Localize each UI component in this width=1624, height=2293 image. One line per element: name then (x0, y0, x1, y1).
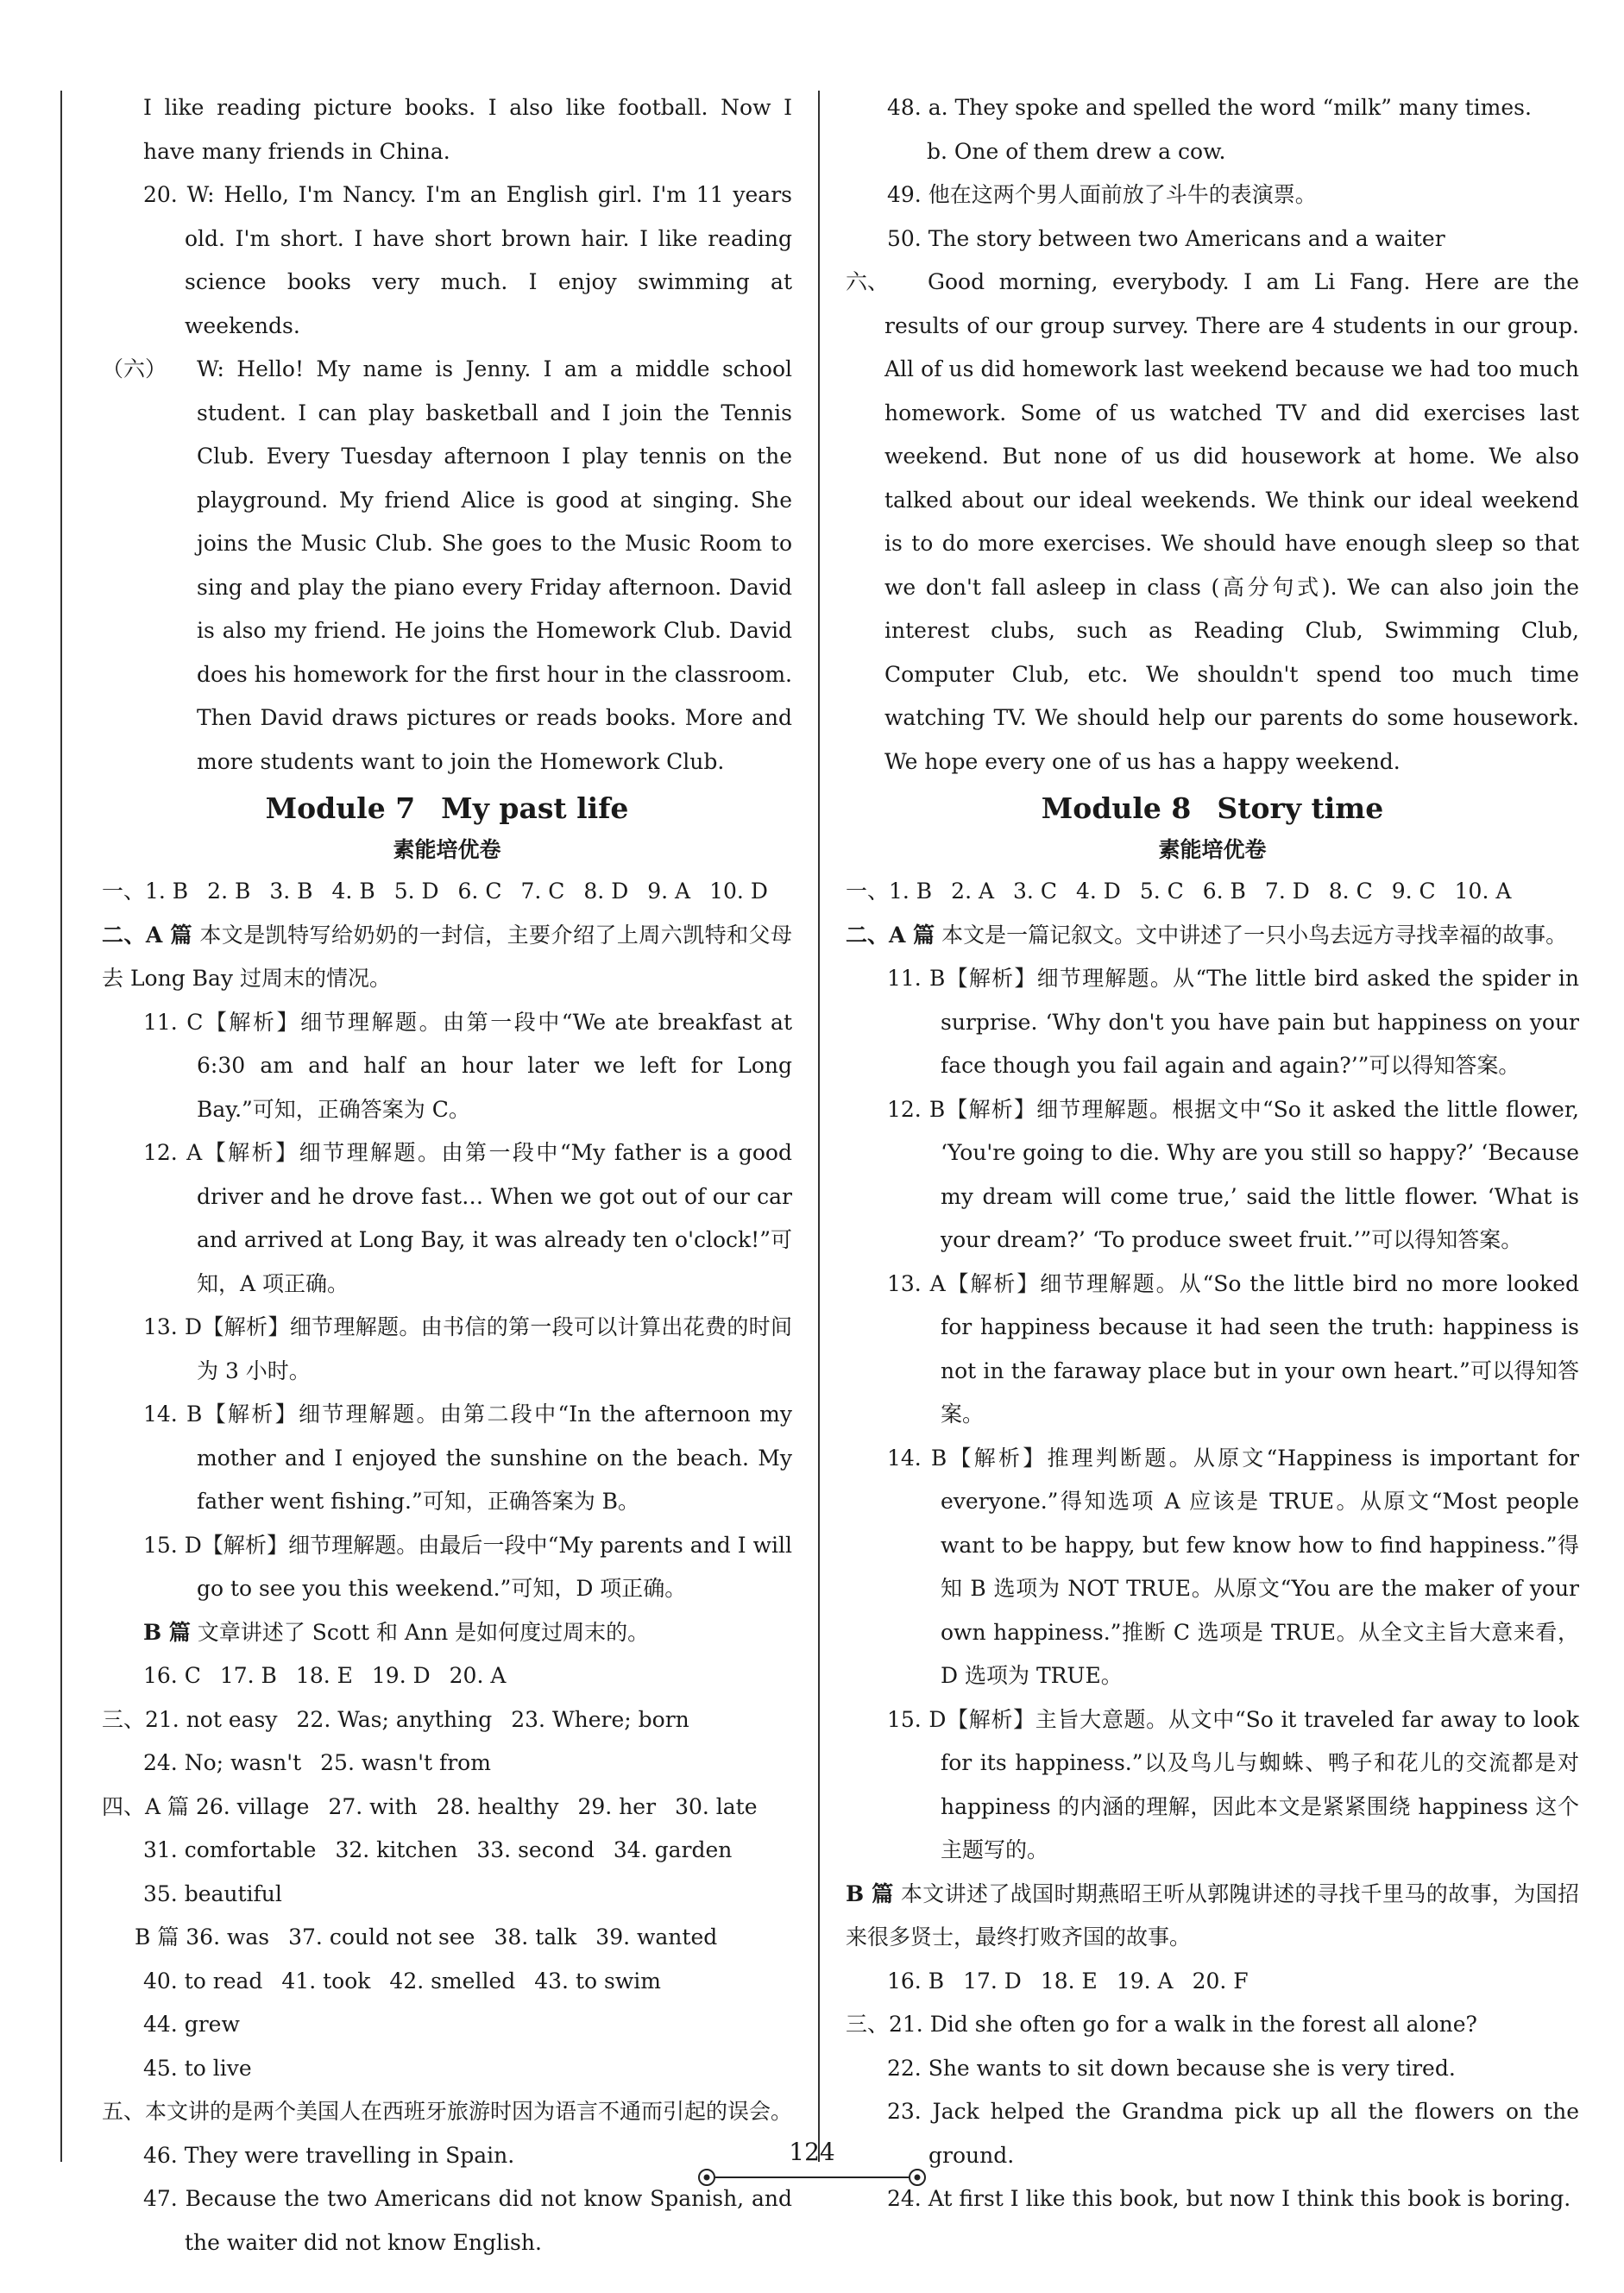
answers-part-1 (846, 870, 1579, 914)
section-subtitle: 素能培优卷 (393, 837, 501, 862)
part-6-composition (846, 261, 1579, 784)
explanation-13: 13. A【解析】细节理解题。从“So the little bird no more looked for happiness because it had seen the truth: happiness is not in the faraway place but in your own heart.”可以得知答案。 (887, 1270, 1579, 1427)
answer: 3. B (269, 879, 313, 904)
module-8-title (846, 787, 1579, 830)
part-2b-intro (102, 1611, 792, 1655)
answer: 20. A (449, 1663, 507, 1688)
answers-part-1 (102, 870, 792, 914)
explanation-11: 11. B【解析】细节理解题。从“The little bird asked the spider in surprise. ‘Why don't you have pain but happiness on your face though you fail again and again?’”可以得知答案。 (887, 966, 1579, 1078)
intro-text: 文章讲述了 Scott 和 Ann 是如何度过周末的。 (197, 1619, 650, 1645)
explanation-14: 14. B【解析】细节理解题。由第二段中“In the afternoon my mother and I enjoyed the sunshine on the beach. My father went fishing.”可知，正确答案为 B。 (143, 1402, 792, 1514)
answer: 9. A (647, 879, 691, 904)
answer: 8. D (583, 879, 629, 904)
explanation-13: 13. D【解析】细节理解题。由书信的第一段可以计算出花费的时间为 3 小时。 (143, 1314, 792, 1383)
answer: 18. E (295, 1663, 353, 1688)
answer: 20. F (1192, 1968, 1249, 1994)
answers-part-4a-line-3 (102, 1873, 792, 1917)
answer: 三、21. not easy (102, 1706, 278, 1732)
answer: 31. comfortable (143, 1837, 317, 1862)
intro-text: 本文是一篇记叙文。文中讲述了一只小鸟去远方寻找幸福的故事。 (941, 922, 1568, 948)
answer-50: 50. The story between two Americans and a waiter (887, 225, 1445, 251)
part-2a-intro (102, 914, 792, 1001)
answer: 32. kitchen (335, 1837, 458, 1862)
answer: 19. D (371, 1663, 431, 1688)
answer: B 篇 36. was (135, 1924, 270, 1950)
answer: 4. D (1075, 879, 1121, 904)
part-label: B 篇 (846, 1880, 894, 1906)
part-label: 二、A 篇 (846, 922, 935, 948)
part-label: 二、A 篇 (102, 922, 192, 948)
answer: 29. her (577, 1793, 657, 1819)
module-7-title (102, 787, 792, 830)
answer-48a: 48. a. They spoke and spelled the word “milk” many times. (887, 95, 1532, 120)
module-label: Module 8 (1041, 791, 1192, 825)
answer: 44. grew (143, 2012, 240, 2037)
answer: 9. C (1391, 879, 1436, 904)
explanation-11: 11. C【解析】细节理解题。由第一段中“We ate breakfast at 6:30 am and half an hour later we left for Long Bay.”可知，正确答案为 C。 (143, 1009, 792, 1122)
answer: 28. healthy (436, 1793, 559, 1819)
answer: 39. wanted (595, 1924, 718, 1950)
answer: 四、A 篇 26. village (102, 1793, 310, 1819)
answer: 33. second (476, 1837, 595, 1862)
section-subtitle: 素能培优卷 (1158, 837, 1267, 862)
answer: 25. wasn't from (320, 1750, 491, 1775)
answer: 17. B (219, 1663, 277, 1688)
answer: 23. Where; born (511, 1706, 689, 1732)
page-footer (0, 2139, 1624, 2189)
left-margin-rule (60, 91, 62, 2162)
answer: 一、1. B (102, 879, 189, 904)
module-name: My past life (441, 791, 629, 825)
footer-ornament-icon (691, 2166, 933, 2189)
paragraph-section-6 (102, 348, 792, 784)
answer: 40. to read (143, 1968, 263, 1994)
paragraph-continued: I like reading picture books. I also like football. Now I have many friends in China. (143, 95, 792, 164)
answer: 一、1. B (846, 879, 933, 904)
answer: 22. Was; anything (296, 1706, 493, 1732)
answer: 8. C (1328, 879, 1373, 904)
answer-47: 47. Because the two Americans did not know Spanish, and the waiter did not know English. (143, 2186, 792, 2255)
answer: 24. No; wasn't (143, 1750, 302, 1775)
section-6-text: W: Hello! My name is Jenny. I am a middle school student. I can play basketball and I join the Tennis Club. Every Tuesday afternoon I play tennis on the playground. My friend Alice is good at singing. She joins the Music Club. She goes to the Music Room to sing and play the piano every Friday afternoon. David is also my friend. He joins the Homework Club. David does his homework for the first hour in the classroom. Then David draws pictures or reads books. More and more students want to join the Homework Club. (197, 356, 792, 774)
answer: 43. to swim (534, 1968, 661, 1994)
answer: 34. garden (613, 1837, 733, 1862)
paragraph-item-20: 20. W: Hello, I'm Nancy. I'm an English girl. I'm 11 years old. I'm short. I have short brown hair. I like reading science books very much. I enjoy swimming at weekends. (143, 182, 792, 338)
answer-24: 24. At first I like this book, but now I think this book is boring. (887, 2186, 1571, 2211)
composition-text: Good morning, everybody. I am Li Fang. Here are the results of our group survey. There are 4 students in our group. All of us did homework last weekend because we had too much homework. Some of us watched TV and did exercises last weekend. But none of us did housework at home. We also talked about our ideal weekends. We think our ideal weekend is to do more exercises. We should have enough sleep so that we don't fall asleep in class (高分句式). We can also join the interest clubs, such as Reading Club, Swimming Club, Computer Club, etc. We shouldn't spend too much time watching TV. We should help our parents do some housework. We hope every one of us has a happy weekend. (884, 269, 1579, 774)
section-label: （六） (102, 356, 167, 381)
intro-text: 本文是凯特写给奶奶的一封信，主要介绍了上周六凯特和父母去 Long Bay 过周末的情况。 (102, 922, 792, 991)
answers-part-3-line-2 (102, 1742, 792, 1786)
explanation-14: 14. B【解析】推理判断题。从原文“Happiness is important for everyone.”得知选项 A 应该是 TRUE。从原文“Most people want to be happy, but few know how to find happiness.”得知 B 选项为 NOT TRUE。从原文“You are the maker of your own happiness.”推断 C 选项是 TRUE。从全文主旨大意来看，D 选项为 TRUE。 (887, 1445, 1579, 1688)
left-column (102, 86, 792, 2265)
answer-48b: b. One of them drew a cow. (927, 138, 1226, 164)
answer: 30. late (675, 1793, 758, 1819)
answers-part-3-line-1 (102, 1698, 792, 1742)
explanation-15: 15. D【解析】细节理解题。由最后一段中“My parents and I will go to see you this weekend.”可知，D 项正确。 (143, 1532, 792, 1601)
answer-22: 22. She wants to sit down because she is very tired. (887, 2055, 1456, 2081)
answer: 42. smelled (389, 1968, 516, 1994)
answer: 4. B (331, 879, 375, 904)
answer: 19. A (1116, 1968, 1174, 1994)
answer: 5. C (1139, 879, 1184, 904)
answer: 17. D (963, 1968, 1022, 1994)
answers-part-4b-line-2 (102, 1960, 792, 2047)
answer: 18. E (1040, 1968, 1098, 1994)
answer: 27. with (328, 1793, 418, 1819)
answer: 7. D (1264, 879, 1310, 904)
module-label: Module 7 (265, 791, 416, 825)
answer: 10. D (709, 879, 768, 904)
answer: 2. B (207, 879, 251, 904)
answer: 38. talk (494, 1924, 577, 1950)
answer: 6. C (457, 879, 502, 904)
answers-part-2b (846, 1960, 1579, 2004)
answer: 2. A (951, 879, 995, 904)
module-name: Story time (1217, 791, 1384, 825)
answers-part-4a-line-1 (102, 1786, 792, 1830)
page-number: 124 (789, 2138, 835, 2166)
answer: 35. beautiful (143, 1880, 282, 1906)
answer-46: 46. They were travelling in Spain. (143, 2142, 515, 2168)
answer: 3. C (1013, 879, 1057, 904)
part-label: B 篇 (143, 1619, 191, 1645)
answers-part-4a-line-2 (102, 1829, 792, 1873)
explanation-12: 12. A【解析】细节理解题。由第一段中“My father is a good driver and he drove fast… When we got out of our car and arrived at Long Bay, it was already ten o'clock!”可知，A 项正确。 (143, 1140, 792, 1296)
part-2a-intro (846, 914, 1579, 958)
explanation-12: 12. B【解析】细节理解题。根据文中“So it asked the little flower, ‘You're going to die. Why are you still so happy?’ ‘Because my dream will come true,’ said the little flower. ‘What is your dream?’ ‘To produce sweet fruit.’”可以得知答案。 (887, 1096, 1579, 1252)
explanation-15: 15. D【解析】主旨大意题。从文中“So it traveled far away to look for its happiness.”以及鸟儿与蜘蛛、鸭子和花儿的交流都是对 happiness 的内涵的理解，因此本文是紧紧围绕 happiness 这个主题写的。 (887, 1706, 1579, 1862)
answer: 7. C (520, 879, 565, 904)
section-label: 六、 (846, 269, 890, 294)
right-column (846, 86, 1579, 2221)
answer: 41. took (281, 1968, 371, 1994)
answer: 6. B (1202, 879, 1246, 904)
answers-part-2b (102, 1654, 792, 1698)
answer: 16. C (143, 1663, 201, 1688)
column-divider (818, 91, 820, 2162)
answer: 10. A (1454, 879, 1512, 904)
answer: 16. B (887, 1968, 945, 1994)
answers-part-4b-line-1 (102, 1916, 792, 1960)
answer-23: 23. Jack helped the Grandma pick up all the flowers on the ground. (887, 2099, 1579, 2168)
answer: 45. to live (143, 2055, 252, 2081)
answer: 5. D (393, 879, 439, 904)
answers-part-4b-line-3 (102, 2047, 792, 2091)
answer-21: 三、21. Did she often go for a walk in the forest all alone? (846, 2012, 1477, 2037)
part-2b-intro (846, 1873, 1579, 1960)
part-5-intro: 五、本文讲的是两个美国人在西班牙旅游时因为语言不通而引起的误会。 (102, 2099, 793, 2124)
answer: 37. could not see (288, 1924, 475, 1950)
answer-49: 49. 他在这两个男人面前放了斗牛的表演票。 (887, 182, 1317, 207)
intro-text: 本文讲述了战国时期燕昭王听从郭隗讲述的寻找千里马的故事，为国招来很多贤士，最终打败齐国的故事。 (846, 1880, 1579, 1950)
